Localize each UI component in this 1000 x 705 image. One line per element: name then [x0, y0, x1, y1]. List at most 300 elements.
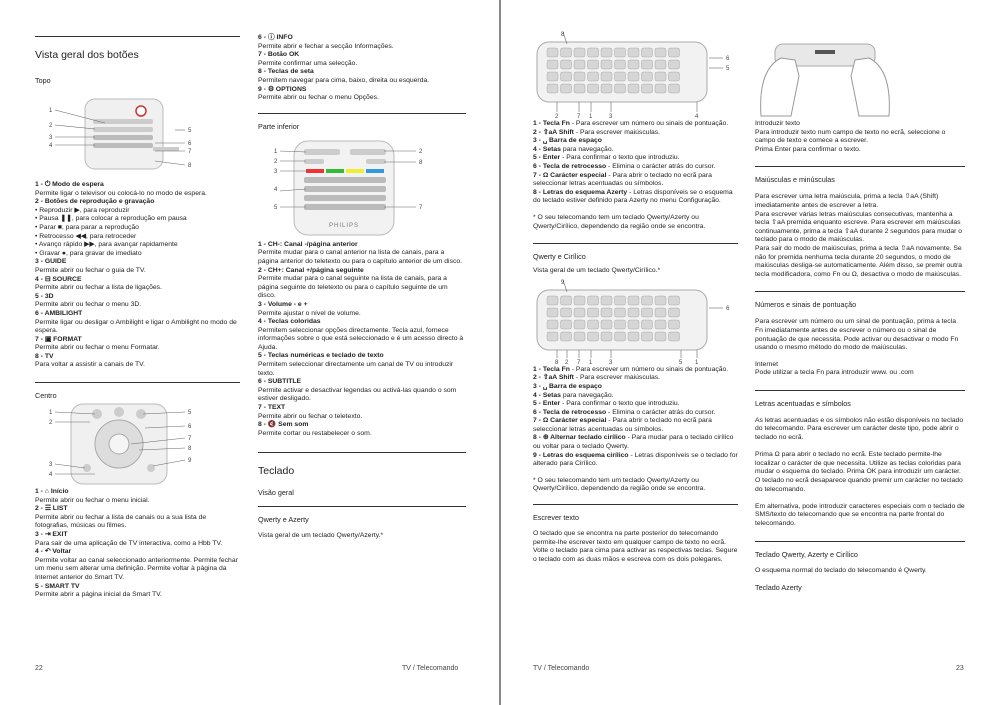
svg-text:2: 2 [49, 420, 53, 427]
write-heading: Escrever texto [533, 513, 579, 523]
write-desc: O teclado que se encontra na parte posterior do telecomando permite-lhe escrever texto em qualquer campo de texto no ecrã. Volte o teclado para cima para activar as respectivas teclas. Segure o teclado com as duas mãos e escreva com os dois polegares. [533, 530, 738, 563]
svg-text:1: 1 [49, 410, 53, 417]
remote-bottom-illustration [258, 131, 466, 241]
svg-text:6: 6 [726, 305, 730, 312]
keyboard-key [615, 296, 626, 305]
keyboard-key [642, 48, 653, 57]
keyboard-key [601, 48, 612, 57]
footer-page-number: 23 [956, 665, 964, 672]
svg-text:7: 7 [188, 436, 192, 443]
keyboard-key [561, 84, 572, 93]
item-desc: Permite ligar o televisor ou colocá-lo no modo de espera. [35, 189, 207, 197]
keyboard-key [601, 320, 612, 329]
svg-text:1: 1 [695, 359, 699, 366]
qa-heading: Teclado Qwerty, Azerty e Cirílico [755, 549, 858, 559]
svg-text:5: 5 [679, 359, 683, 366]
remote-center-figure [35, 400, 240, 488]
item-desc: Permite voltar ao canal seleccionado anteriormente. Permite fechar um menu sem alterar uma definição. Permite voltar à página da Internet anterior do Smart TV. [35, 556, 238, 581]
item-title: 3 - GUIDE [35, 258, 67, 266]
internet-desc: Pode utilizar a tecla Fn para introduzir www. ou .com [755, 369, 914, 377]
keyboard-key [574, 84, 585, 93]
item-title: 3 - Volume - e + [258, 300, 308, 308]
keyboard-key [655, 48, 666, 57]
list-item [35, 276, 240, 293]
item-title: 7 - Botão OK [258, 51, 300, 59]
item-desc: - Para confirmar o texto que introduziu. [560, 400, 680, 408]
item-title: 8 - 🔇 Sem som [258, 421, 309, 429]
accent-heading: Letras acentuadas e símbolos [755, 398, 851, 408]
item-title: 2 - CH+: Canal +/página seguinte [258, 266, 364, 274]
list-item [533, 146, 738, 155]
svg-text:4: 4 [49, 143, 53, 149]
footer-section: TV / Telecomando [533, 665, 590, 672]
center-button-list [35, 488, 240, 600]
footer-page-number: 22 [35, 665, 43, 672]
item-title: 5 - Enter [533, 400, 561, 408]
item-title: 1 - Tecla Fn [533, 120, 570, 127]
keyboard-key [615, 308, 626, 317]
svg-text:4: 4 [695, 114, 699, 120]
qwerty-desc: Vista geral de um teclado Qwerty/Azerty.* [258, 532, 384, 540]
list-item [35, 336, 240, 353]
remote-top-illustration [35, 85, 240, 181]
list-item [258, 241, 466, 267]
keyboard-key [601, 84, 612, 93]
keyboard-key [574, 308, 585, 317]
column-3 [533, 0, 738, 564]
section-rule [258, 452, 466, 453]
item-desc: Permite abrir a página inicial da Smart TV. [35, 591, 162, 599]
item-desc: - Letras disponíveis se o esquema do teclado estiver definido para Azerty no menu Configuração. [533, 188, 733, 205]
qa-desc: O esquema normal do teclado do telecomando é Qwerty. [755, 566, 927, 574]
keyboard-figure-2 [533, 278, 738, 366]
keyboard-key [642, 60, 653, 69]
keyboard-key [655, 72, 666, 81]
keyboard-key [642, 84, 653, 93]
section-rule [533, 243, 738, 244]
item-title: 7 - ▣ FORMAT [35, 335, 82, 343]
item-title: 7 - TEXT [258, 404, 286, 412]
keyboard-key [628, 332, 639, 341]
case-heading: Maiúsculas e minúsculas [755, 175, 835, 185]
list-item [533, 392, 738, 401]
item-desc: Permitem seleccionar directamente um canal de TV ou introduzir texto. [258, 361, 454, 377]
internet-heading: Internet [755, 360, 779, 368]
philips-logo: PHILIPS [328, 222, 360, 229]
keyboard-cyrillic-illustration [533, 278, 738, 366]
svg-text:3: 3 [274, 168, 278, 175]
item-title: 1 - ⏻ Modo de espera [35, 181, 104, 188]
list-item [35, 548, 240, 582]
keyboard-key [601, 332, 612, 341]
keyboard-key [642, 332, 653, 341]
item-title: 6 - Tecla de retrocesso [533, 408, 607, 416]
keyboard-key [615, 320, 626, 329]
item-desc: - Para mudar para o teclado cirílico ou voltar para o teclado Qwerty. [533, 434, 734, 451]
remote-top-figure [35, 85, 240, 181]
svg-text:6: 6 [726, 56, 730, 62]
item-title: 2 - ☰ LIST [35, 505, 68, 513]
list-item [533, 400, 738, 409]
svg-text:9: 9 [188, 458, 192, 465]
keyboard-key [642, 296, 653, 305]
section-rule [533, 504, 738, 505]
item-title: 4 - Setas [533, 145, 561, 153]
keyboard-key [628, 84, 639, 93]
kb2-key-list [533, 366, 738, 469]
remote-center-illustration [35, 400, 240, 488]
item-title: 1 - ⌂ Início [35, 488, 69, 496]
item-desc: Permite abrir ou fechar o teletexto. [258, 412, 363, 420]
footer-section: TV / Telecomando [402, 665, 459, 672]
list-item [533, 163, 738, 172]
svg-text:8: 8 [561, 32, 565, 38]
keyboard-key [574, 320, 585, 329]
section-top: Topo [35, 76, 51, 85]
list-item [533, 172, 738, 189]
item-desc: - Letras disponíveis se o teclado for alterado para Cirílico. [533, 451, 738, 468]
item-title: 6 - SUBTITLE [258, 378, 302, 386]
list-item [35, 310, 240, 336]
svg-text:1: 1 [589, 359, 593, 366]
keyboard-key [574, 332, 585, 341]
keyboard-key [642, 72, 653, 81]
keyboard-key [615, 48, 626, 57]
keyboard-key [669, 320, 680, 329]
svg-text:1: 1 [589, 114, 593, 120]
keyboard-key [655, 296, 666, 305]
list-item [35, 293, 240, 310]
section-rule [35, 382, 240, 383]
section-rule [755, 291, 965, 292]
list-item [533, 417, 738, 434]
section-rule [258, 113, 466, 114]
num-desc: Para escrever um número ou um sinal de pontuação, prima a tecla Fn imediatamente antes de escrever o número ou o sinal de pontuação de que necessita. Pode activar ou desactivar o modo Fn usando o mesmo método do modo de maiúsculas. [755, 318, 959, 352]
svg-text:6: 6 [188, 141, 192, 147]
kb1-key-list [533, 120, 738, 206]
keyboard-key [561, 60, 572, 69]
list-item [533, 452, 738, 469]
item-title: 4 - Teclas coloridas [258, 318, 321, 326]
list-item [533, 374, 738, 383]
keyboard-key [588, 320, 599, 329]
list-item [533, 189, 738, 206]
list-item [35, 258, 240, 275]
keyboard-key [561, 48, 572, 57]
keyboard-key [655, 308, 666, 317]
svg-text:8: 8 [555, 359, 559, 366]
item-desc: Permite cortar ou restabelecer o som. [258, 429, 372, 437]
list-item [258, 421, 466, 438]
keyboard-key [588, 48, 599, 57]
keyboard-key [547, 320, 558, 329]
cyr-desc: Vista geral de um teclado Qwerty/Cirílico.* [533, 267, 661, 275]
item-desc: - Elimina o carácter atrás do cursor. [606, 408, 716, 416]
section-rule [755, 541, 965, 542]
list-item [258, 51, 466, 68]
keyboard-key [628, 308, 639, 317]
item-desc: Permite mudar para o canal anterior na lista de canais, para a página anterior do teletexto ou para o capítulo anterior de um disco. [258, 249, 463, 265]
keyboard-key [669, 296, 680, 305]
keyboard-qwerty-illustration [533, 30, 738, 120]
item-title: 2 - Botões de reprodução e gravação [35, 198, 155, 206]
item-title: 4 - ⊟ SOURCE [35, 275, 82, 283]
list-item [533, 383, 738, 392]
svg-text:7: 7 [577, 114, 581, 120]
section-rule [258, 506, 466, 507]
svg-text:8: 8 [188, 446, 192, 453]
keyboard-key [547, 332, 558, 341]
item-desc: - Elimina o carácter atrás do cursor. [606, 162, 716, 170]
top-button-list [35, 181, 240, 370]
svg-text:3: 3 [49, 135, 53, 141]
keyboard-key [588, 60, 599, 69]
keyboard-key [574, 72, 585, 81]
keyboard-key [588, 296, 599, 305]
column-1 [35, 0, 240, 600]
hands-typing-illustration [755, 36, 895, 120]
keyboard-heading: Teclado [258, 465, 295, 478]
list-item [35, 198, 240, 258]
item-desc: Para sair de uma aplicação de TV interactiva, como a Hbb TV. [35, 539, 223, 547]
list-item [258, 352, 466, 378]
keyboard-key [628, 72, 639, 81]
column-2 [258, 0, 466, 541]
list-item [533, 129, 738, 138]
item-desc: Permite activar e desactivar legendas ou activá-las quando o som estiver desligado. [258, 386, 457, 403]
svg-text:7: 7 [577, 359, 581, 366]
keyboard-key [642, 320, 653, 329]
list-item [533, 409, 738, 418]
azerty-heading: Teclado Azerty [755, 583, 802, 593]
svg-text:7: 7 [419, 204, 423, 211]
keyboard-key [561, 72, 572, 81]
item-title: 9 - ⚙ OPTIONS [258, 85, 307, 93]
svg-text:7: 7 [188, 149, 192, 155]
item-title: 3 - ␣ Barra de espaço [533, 137, 602, 145]
list-item [258, 318, 466, 352]
case-desc: Para escrever uma letra maiúscula, prima a tecla ⇧aA (Shift) imediatamente antes de escrever a letra. Para escrever várias letras maiúsculas consecutivas, mantenha a tecla ⇧aA premida enquanto escreve. Para escrever em maiúsculas continuamente, prima a tecla ⇧aA durante 2 segundos para mudar o teclado para o modo de maiúsculas. Para sair do modo de maiúsculas, prima a tecla ⇧aA novamente. Se não for premida nenhuma tecla durante 20 segundos, o modo de maiúsculas desliga-se automaticamente. Além disso, se premir outra tecla modificadora, como Fn ou Ω, desactiva o modo de maiúsculas. [755, 193, 963, 278]
keyboard-key [669, 60, 680, 69]
list-item [258, 267, 466, 301]
list-item [258, 86, 466, 103]
item-title: 8 - Letras do esquema Azerty [533, 188, 628, 196]
svg-text:2: 2 [419, 148, 423, 155]
item-title: 5 - SMART TV [35, 582, 80, 590]
item-title: 8 - ⊕ Alternar teclado cirílico [533, 434, 626, 442]
keyboard-key [615, 332, 626, 341]
keyboard-key [615, 84, 626, 93]
svg-text:6: 6 [188, 424, 192, 431]
item-title: 6 - ⓘ INFO [258, 34, 293, 41]
list-item [35, 505, 240, 531]
item-title: 5 - 3D [35, 292, 54, 300]
item-title: 6 - AMBILIGHT [35, 309, 83, 317]
item-title: 1 - CH-: Canal -/página anterior [258, 240, 358, 248]
column-4 [755, 0, 965, 592]
item-title: 8 - TV [35, 352, 54, 360]
intro-desc2: Prima Enter para confirmar o texto. [755, 145, 861, 153]
item-title: 1 - Tecla Fn [533, 365, 570, 373]
keyboard-key [574, 60, 585, 69]
item-desc: - Para abrir o teclado no ecrã para seleccionar letras acentuadas ou símbolos. [533, 417, 712, 433]
overview-label: Visão geral [258, 488, 294, 498]
keyboard-key [655, 60, 666, 69]
col2-button-list [258, 34, 466, 103]
list-item [533, 434, 738, 451]
keyboard-key [601, 60, 612, 69]
item-desc: Permite abrir ou fechar o menu Formatar. [35, 344, 160, 352]
intro-desc: Para introduzir texto num campo de texto no ecrã, seleccione o campo de texto e comece a escrever. [755, 128, 946, 145]
keyboard-key [669, 72, 680, 81]
keyboard-key [628, 320, 639, 329]
bottom-button-list [258, 241, 466, 439]
section-center: Centro [35, 391, 57, 401]
svg-text:3: 3 [49, 462, 53, 469]
keyboard-key [655, 84, 666, 93]
item-desc: • Reproduzir ▶, para reproduzir • Pausa ❚❚, para colocar a reprodução em pausa • Parar ■, para parar a reprodução • Retrocesso ◀◀, para retroceder • Avanço rápido ▶▶, para avançar rapidamente • Gravar ●, para gravar de imediato [35, 206, 187, 257]
item-title: 5 - Teclas numéricas e teclado de texto [258, 352, 384, 360]
keyboard-key [642, 308, 653, 317]
item-desc: - Para escrever maiúsculas. [573, 374, 661, 382]
item-title: 4 - Setas [533, 391, 561, 399]
keyboard-key [547, 72, 558, 81]
item-desc: - Para abrir o teclado no ecrã para seleccionar letras acentuadas ou símbolos. [533, 171, 712, 188]
keyboard-key [601, 296, 612, 305]
item-desc: Para voltar a assistir a canais de TV. [35, 361, 145, 369]
item-desc: Permite mudar para o canal seguinte na lista de canais, para a página seguinte do teletexto ou para o capítulo seguinte de um disco. [258, 275, 448, 300]
svg-text:8: 8 [188, 163, 192, 169]
list-item [533, 154, 738, 163]
list-item [35, 583, 240, 600]
item-desc: Permite ajustar o nível de volume. [258, 309, 361, 317]
svg-text:5: 5 [274, 204, 278, 211]
item-desc: para navegação. [560, 391, 614, 399]
svg-text:5: 5 [188, 128, 192, 134]
svg-text:1: 1 [49, 108, 53, 114]
item-title: 6 - Tecla de retrocesso [533, 162, 607, 170]
page-heading: Vista geral dos botões [35, 49, 139, 61]
list-item [258, 68, 466, 85]
item-title: 2 - ⇧aA Shift [533, 128, 574, 136]
list-item [533, 120, 738, 129]
list-item [35, 531, 240, 548]
item-title: 9 - Letras do esquema cirílico [533, 451, 629, 459]
keyboard-key [561, 332, 572, 341]
keyboard-key [561, 296, 572, 305]
keyboard-key [669, 84, 680, 93]
item-title: 8 - Teclas de seta [258, 68, 314, 76]
list-item [258, 34, 466, 51]
keyboard-key [669, 48, 680, 57]
svg-text:4: 4 [49, 472, 53, 479]
keyboard-key [601, 72, 612, 81]
keyboard-key [574, 48, 585, 57]
num-heading: Números e sinais de pontuação [755, 300, 857, 310]
item-desc: Permite confirmar uma selecção. [258, 59, 358, 67]
item-desc: - Para escrever um número ou sinais de pontuação. [569, 120, 729, 127]
item-title: 3 - ⇥ EXIT [35, 531, 68, 539]
item-desc: Permite abrir ou fechar o menu Opções. [258, 94, 379, 102]
item-desc: - Para escrever maiúsculas. [573, 128, 661, 136]
item-title: 4 - ↶ Voltar [35, 548, 72, 556]
keyboard-key [547, 84, 558, 93]
svg-text:1: 1 [274, 148, 278, 155]
item-title: 2 - ⇧aA Shift [533, 374, 574, 382]
keyboard-key [588, 332, 599, 341]
list-item [258, 404, 466, 421]
item-desc: Permite abrir ou fechar a lista de ligações. [35, 284, 162, 292]
keyboard-key [655, 332, 666, 341]
intro-heading: Introduzir texto [755, 120, 800, 127]
hands-figure [755, 36, 965, 120]
list-item [533, 137, 738, 146]
keyboard-key [547, 308, 558, 317]
svg-text:3: 3 [609, 114, 613, 120]
keyboard-figure-1 [533, 30, 738, 120]
keyboard-key [628, 60, 639, 69]
page-gutter [499, 0, 501, 705]
section-rule [755, 390, 965, 391]
item-desc: Permitem navegar para cima, baixo, direita ou esquerda. [258, 76, 430, 84]
accent-desc: As letras acentuadas e os símbolos não estão disponíveis no teclado do telecomando. Para escrever um carácter deste tipo, pode abrir o teclado no ecrã. Prima Ω para abrir o teclado no ecrã. Este teclado permite-lhe localizar o carácter de que necessita. Utilize as teclas coloridas para mudar o esquema do teclado. Prima OK para introduzir um carácter. O teclado no ecrã desaparece quando premir um carácter no teclado do telecomando. Em alternativa, pode introduzir caracteres especiais com o teclado de SMS/texto do telecomando que se encontra na parte frontal do telecomando. [755, 416, 965, 527]
svg-text:9: 9 [561, 279, 565, 286]
item-title: 5 - Enter [533, 154, 561, 162]
item-desc: - Para escrever um número ou sinais de pontuação. [569, 365, 729, 373]
keyboard-key [628, 48, 639, 57]
item-desc: Permite ligar ou desligar o Ambilight e ligar o Ambilight no modo de espera. [35, 318, 237, 335]
list-item [35, 353, 240, 370]
item-desc: Permite abrir ou fechar o menu inicial. [35, 496, 150, 504]
cyr-heading: Qwerty e Cirílico [533, 252, 586, 262]
item-desc: para navegação. [560, 145, 614, 153]
top-rule [35, 36, 240, 37]
remote-bottom-figure [258, 131, 466, 241]
keyboard-key [615, 60, 626, 69]
keyboard-key [574, 296, 585, 305]
keyboard-key [547, 60, 558, 69]
list-item [258, 378, 466, 404]
keyboard-key [547, 48, 558, 57]
item-title: 7 - Ω Carácter especial [533, 171, 607, 179]
keyboard-key [615, 72, 626, 81]
list-item [258, 301, 466, 318]
keyboard-key [655, 320, 666, 329]
kb1-note: * O seu telecomando tem um teclado Qwerty/Azerty ou Qwerty/Cirílico, dependendo da região onde se encontra. [533, 213, 706, 230]
item-desc: Permite abrir ou fechar o menu 3D. [35, 301, 142, 309]
kb2-note: * O seu telecomando tem um teclado Qwerty/Azerty ou Qwerty/Cirílico, dependendo da região onde se encontra. [533, 476, 706, 493]
keyboard-key [561, 320, 572, 329]
item-title: 3 - ␣ Barra de espaço [533, 382, 602, 390]
svg-text:2: 2 [555, 114, 559, 120]
svg-text:2: 2 [49, 123, 53, 129]
svg-text:4: 4 [274, 186, 278, 193]
svg-text:5: 5 [726, 66, 730, 72]
list-item [35, 181, 240, 198]
keyboard-key [601, 308, 612, 317]
item-desc: Permitem seleccionar opções directamente. Tecla azul, fornece informações sobre o que está seleccionado e é um acesso directo à Ajuda. [258, 326, 464, 351]
svg-text:3: 3 [609, 359, 613, 366]
keyboard-key [588, 72, 599, 81]
keyboard-key [547, 296, 558, 305]
section-rule [755, 166, 965, 167]
keyboard-key [588, 84, 599, 93]
keyboard-key [588, 308, 599, 317]
svg-text:8: 8 [419, 159, 423, 166]
item-desc: Permite abrir ou fechar o guia de TV. [35, 266, 146, 274]
qwerty-label: Qwerty e Azerty [258, 515, 309, 525]
item-desc: - Para confirmar o texto que introduziu. [560, 154, 680, 162]
